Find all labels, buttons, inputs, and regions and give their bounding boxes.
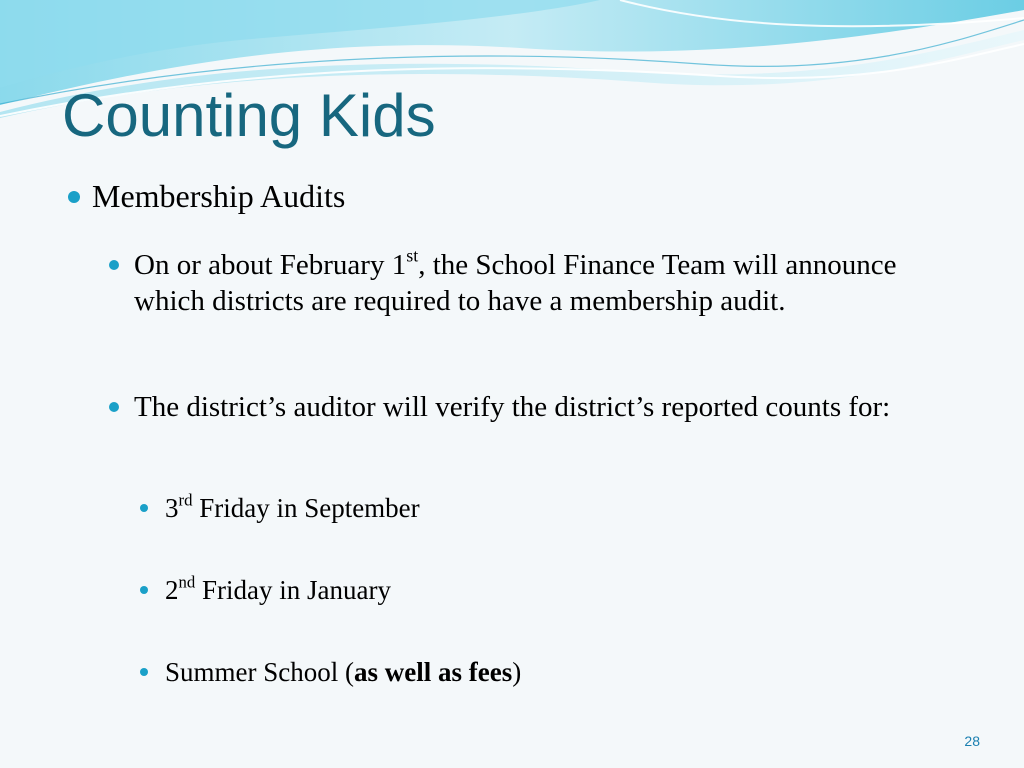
bullet-january [165,573,391,607]
bullet-dot-icon [140,586,148,594]
bullet-text-part: Summer School ( [165,657,354,687]
bullet-text-part: ) [512,657,522,687]
bullet-summer-school [165,655,521,689]
bullet-membership-audits [92,177,345,215]
bullet-september [165,491,420,525]
bullet-announcement [134,247,974,319]
bullet-text-part: 3 [165,493,179,523]
bullet-dot-icon [140,504,148,512]
bullet-text-part: Friday in January [195,575,391,605]
bullet-text: Membership Audits [92,178,346,214]
page-number: 28 [964,733,980,749]
bullet-dot-icon [68,191,80,203]
bullet-text-part: , the School Finance Team will announce which districts are required to have a membership audit. [134,249,897,317]
ordinal-suffix: nd [178,572,196,592]
slide-title: Counting Kids [62,82,436,149]
bullet-dot-icon [109,260,119,270]
bullet-auditor-verify [134,389,974,425]
bullet-dot-icon [109,402,119,412]
bullet-text-part: Friday in September [192,493,420,523]
bold-emphasis: as well as fees [354,657,513,687]
bullet-text-part: On or about February 1 [134,249,407,281]
ordinal-suffix: rd [178,490,193,510]
bullet-dot-icon [140,668,148,676]
bullet-text-part: 2 [165,575,179,605]
ordinal-suffix: st [406,245,419,266]
bullet-text: The district’s auditor will verify the district’s reported counts for: [134,391,891,423]
